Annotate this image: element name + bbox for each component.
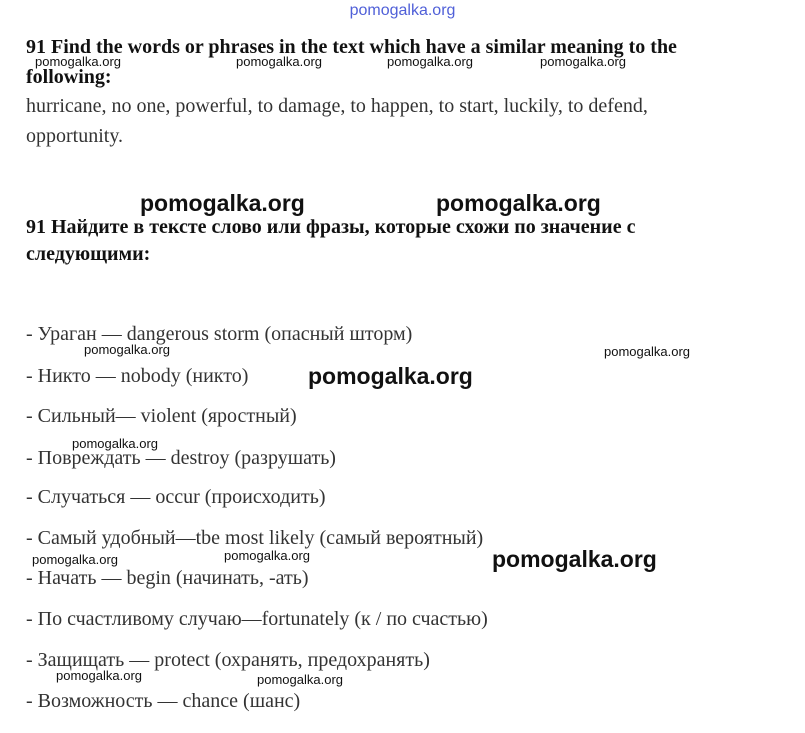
answer-item: - Возможность — chance (шанс) <box>26 690 301 712</box>
exercise-heading-en-line2: following: <box>26 66 112 88</box>
watermark: pomogalka.org <box>56 668 142 683</box>
answer-item: - Случаться — occur (происходить) <box>26 486 326 508</box>
answer-item: - Сильный— violent (яростный) <box>26 405 297 427</box>
watermark: pomogalka.org <box>492 546 657 572</box>
exercise-heading-en-line1: 91 Find the words or phrases in the text which have a similar meaning to the <box>26 36 677 58</box>
answer-item: - Никто — nobody (никто) <box>26 365 249 387</box>
exercise-words-line2: opportunity. <box>26 125 124 147</box>
site-header-link[interactable]: pomogalka.org <box>349 2 456 19</box>
exercise-heading-ru-line1: 91 Найдите в тексте слово или фразы, которые схожи по значение с <box>26 216 636 238</box>
watermark: pomogalka.org <box>32 552 118 567</box>
answer-item: - Ураган — dangerous storm (опасный шторм) <box>26 323 413 345</box>
watermark: pomogalka.org <box>224 548 310 563</box>
watermark: pomogalka.org <box>540 54 626 69</box>
watermark: pomogalka.org <box>257 672 343 687</box>
answer-item: - По счастливому случаю—fortunately (к / по счастью) <box>26 608 488 630</box>
watermark: pomogalka.org <box>308 363 473 389</box>
watermark: pomogalka.org <box>84 342 170 357</box>
exercise-words-line1: hurricane, no one, powerful, to damage, to happen, to start, luckily, to defend, <box>26 95 648 117</box>
answer-item: - Защищать — protect (охранять, предохранять) <box>26 649 430 671</box>
answer-item: - Повреждать — destroy (разрушать) <box>26 447 336 469</box>
watermark: pomogalka.org <box>35 54 121 69</box>
watermark: pomogalka.org <box>604 344 690 359</box>
watermark: pomogalka.org <box>236 54 322 69</box>
watermark: pomogalka.org <box>387 54 473 69</box>
watermark: pomogalka.org <box>72 436 158 451</box>
watermark: pomogalka.org <box>140 190 305 216</box>
exercise-heading-ru-line2: следующими: <box>26 243 151 265</box>
answer-item: - Начать — begin (начинать, -ать) <box>26 567 309 589</box>
watermark: pomogalka.org <box>436 190 601 216</box>
answer-item: - Самый удобный—tbe most likely (самый вероятный) <box>26 527 484 549</box>
